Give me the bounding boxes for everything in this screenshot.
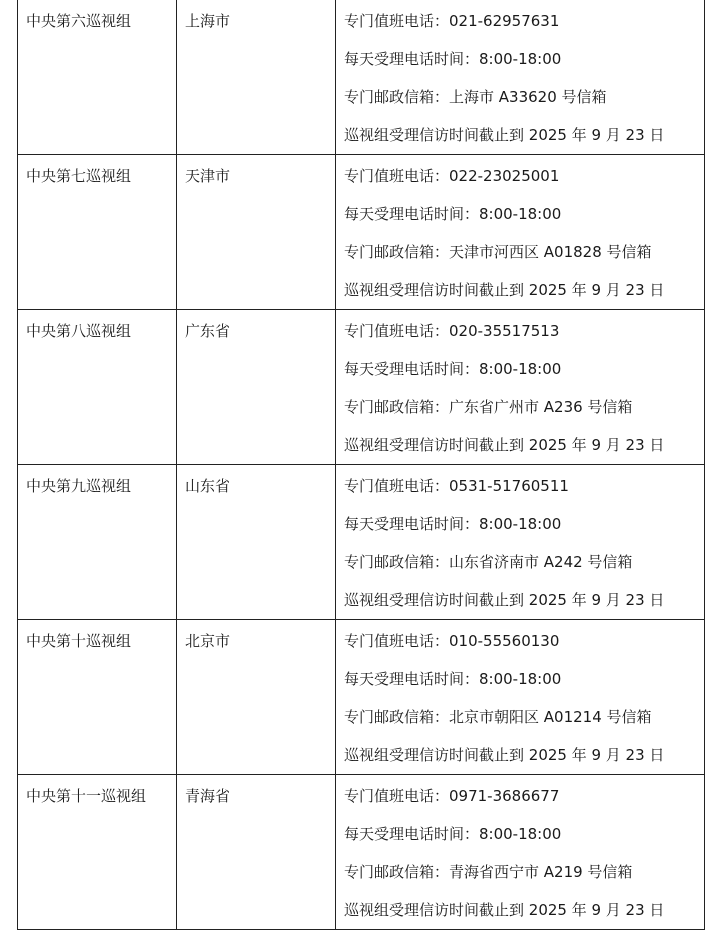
table-body	[18, 0, 705, 930]
postal-box-text: 专门邮政信箱：山东省济南市 A242 号信箱	[344, 553, 633, 571]
hotline-text: 专门值班电话：022-23025001	[344, 167, 560, 185]
region-cell	[177, 155, 336, 310]
contact-info-cell	[336, 465, 705, 620]
postal-box-text: 专门邮政信箱：广东省广州市 A236 号信箱	[344, 398, 633, 416]
region-name: 青海省	[185, 787, 231, 805]
hotline-text: 专门值班电话：010-55560130	[344, 632, 560, 650]
region-cell	[177, 465, 336, 620]
table-row	[18, 0, 705, 155]
deadline-text: 巡视组受理信访时间截止到 2025 年 9 月 23 日	[344, 591, 665, 609]
table-row	[18, 465, 705, 620]
region-cell	[177, 775, 336, 930]
contact-info-cell	[336, 155, 705, 310]
hotline-text: 专门值班电话：020-35517513	[344, 322, 560, 340]
postal-box-text: 专门邮政信箱：北京市朝阳区 A01214 号信箱	[344, 708, 652, 726]
hotline-hours-text: 每天受理电话时间：8:00-18:00	[344, 670, 562, 688]
region-name: 天津市	[185, 167, 231, 185]
region-name: 上海市	[185, 12, 231, 30]
inspection-contact-table	[17, 0, 705, 930]
group-cell	[18, 775, 177, 930]
group-cell	[18, 155, 177, 310]
postal-box-text: 专门邮政信箱：天津市河西区 A01828 号信箱	[344, 243, 652, 261]
postal-box-text: 专门邮政信箱：上海市 A33620 号信箱	[344, 88, 607, 106]
group-name: 中央第六巡视组	[26, 12, 132, 30]
group-cell	[18, 0, 177, 155]
deadline-text: 巡视组受理信访时间截止到 2025 年 9 月 23 日	[344, 901, 665, 919]
hotline-hours-text: 每天受理电话时间：8:00-18:00	[344, 360, 562, 378]
hotline-hours-text: 每天受理电话时间：8:00-18:00	[344, 825, 562, 843]
region-cell	[177, 620, 336, 775]
contact-info-cell	[336, 620, 705, 775]
group-name: 中央第九巡视组	[26, 477, 132, 495]
hotline-text: 专门值班电话：0531-51760511	[344, 477, 569, 495]
deadline-text: 巡视组受理信访时间截止到 2025 年 9 月 23 日	[344, 436, 665, 454]
contact-info-cell	[336, 310, 705, 465]
hotline-hours-text: 每天受理电话时间：8:00-18:00	[344, 205, 562, 223]
table-row	[18, 155, 705, 310]
group-name: 中央第十一巡视组	[26, 787, 147, 805]
region-name: 北京市	[185, 632, 231, 650]
hotline-text: 专门值班电话：021-62957631	[344, 12, 560, 30]
group-name: 中央第十巡视组	[26, 632, 132, 650]
group-cell	[18, 620, 177, 775]
group-name: 中央第七巡视组	[26, 167, 132, 185]
deadline-text: 巡视组受理信访时间截止到 2025 年 9 月 23 日	[344, 281, 665, 299]
group-cell	[18, 310, 177, 465]
contact-info-cell	[336, 0, 705, 155]
hotline-text: 专门值班电话：0971-3686677	[344, 787, 560, 805]
group-cell	[18, 465, 177, 620]
region-cell	[177, 310, 336, 465]
region-cell	[177, 0, 336, 155]
hotline-hours-text: 每天受理电话时间：8:00-18:00	[344, 515, 562, 533]
table-row	[18, 775, 705, 930]
deadline-text: 巡视组受理信访时间截止到 2025 年 9 月 23 日	[344, 126, 665, 144]
group-name: 中央第八巡视组	[26, 322, 132, 340]
table-row	[18, 620, 705, 775]
deadline-text: 巡视组受理信访时间截止到 2025 年 9 月 23 日	[344, 746, 665, 764]
region-name: 广东省	[185, 322, 231, 340]
region-name: 山东省	[185, 477, 231, 495]
contact-info-cell	[336, 775, 705, 930]
postal-box-text: 专门邮政信箱：青海省西宁市 A219 号信箱	[344, 863, 633, 881]
hotline-hours-text: 每天受理电话时间：8:00-18:00	[344, 50, 562, 68]
table-row	[18, 310, 705, 465]
